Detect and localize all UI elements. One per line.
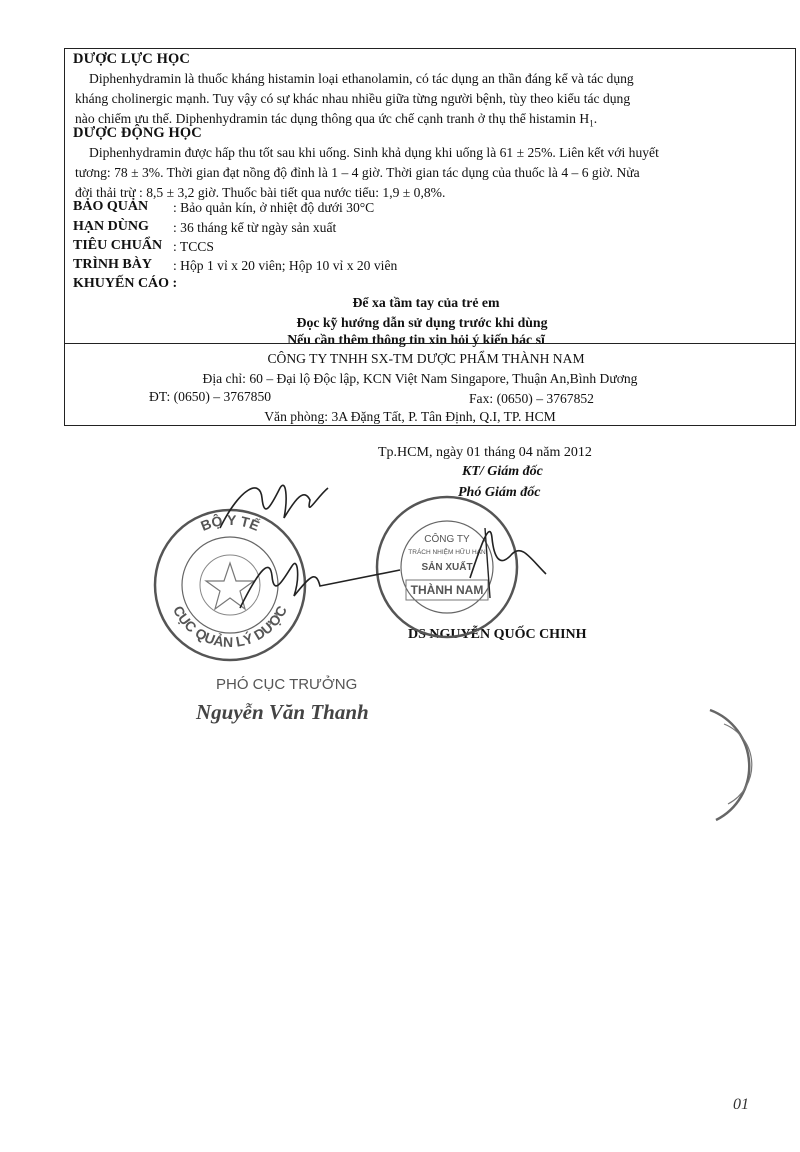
pharmacodynamics-line-3: nào chiếm ưu thế. Diphenhydramin tác dụng thông qua ức chế cạnh tranh ở thụ thể histamin $H_1$. (75, 111, 598, 129)
standard-value: : TCCS (173, 239, 214, 254)
company-seal-line-2: TRÁCH NHIỆM HỮU HẠN (408, 549, 486, 556)
company-seal-center-text: CÔNG TY (424, 534, 470, 545)
storage-value: : Bảo quản kín, ở nhiệt độ dưới 30°C (173, 200, 375, 215)
partial-seal-stamp (690, 700, 800, 830)
pharmacokinetics-line-2: tương: 78 ± 3%. Thời gian đạt nồng độ đỉnh là 1 – 4 giờ. Thời gian tác dụng của thuốc là 4 – 6 giờ. Nửa (75, 165, 640, 180)
expiry-value: : 36 tháng kể từ ngày sản xuất (173, 220, 337, 235)
deputy-director-title: Phó Giám đốc (458, 485, 541, 500)
signer-name: DS NGUYỄN QUỐC CHINH (408, 627, 587, 642)
warning-line-1: Để xa tầm tay của trẻ em (352, 295, 500, 310)
pharmacodynamics-heading: DƯỢC LỰC HỌC (73, 51, 190, 67)
pharmacokinetics-heading: DƯỢC ĐỘNG HỌC (73, 125, 202, 141)
document-date: Tp.HCM, ngày 01 tháng 04 năm 2012 (378, 445, 592, 460)
page-mark: 01 (733, 1096, 749, 1113)
pharmacodynamics-line-1: Diphenhydramin là thuốc kháng histamin loại ethanolamin, có tác dụng an thần đáng kể và tác dụng (89, 71, 634, 86)
pharmacokinetics-line-3: đời thải trừ : 8,5 ± 3,2 giờ. Thuốc bài tiết qua nước tiểu: 1,9 ± 0,8%. (75, 185, 446, 200)
section-divider (65, 343, 795, 344)
pharmacodynamics-line-2: kháng cholinergic mạnh. Tuy vậy có sự khác nhau nhiều giữa từng người bệnh, tùy theo kiểu tác dụng (75, 91, 631, 106)
approval-name: Nguyễn Văn Thanh (196, 700, 369, 724)
storage-label: BẢO QUẢN (73, 199, 149, 214)
signature-scribbles (200, 458, 560, 618)
company-fax: Fax: (0650) – 3767852 (469, 391, 594, 406)
standard-label: TIÊU CHUẨN (73, 238, 163, 253)
warning-label: KHUYẾN CÁO : (73, 276, 178, 291)
warning-line-3: Nếu cần thêm thông tin xin hỏi ý kiến bác sĩ (287, 332, 545, 347)
warning-line-2: Đọc kỹ hướng dẫn sử dụng trước khi dùng (296, 315, 548, 330)
company-seal-line-4: THÀNH NAM (410, 583, 484, 597)
company-seal-line-3: SẢN XUẤT (421, 562, 473, 573)
ministry-seal-top-text: BỘ Y TẾ (198, 511, 262, 534)
company-name: CÔNG TY TNHH SX-TM DƯỢC PHẨM THÀNH NAM (267, 351, 585, 366)
company-address: Địa chỉ: 60 – Đại lộ Độc lập, KCN Việt Nam Singapore, Thuận An,Bình Dương (202, 371, 638, 386)
pharmacokinetics-line-1: Diphenhydramin được hấp thu tốt sau khi uống. Sinh khả dụng khi uống là 61 ± 25%. Liên kết với huyết (89, 145, 659, 160)
on-behalf-title: KT/ Giám đốc (462, 464, 543, 479)
company-office: Văn phòng: 3A Đặng Tất, P. Tân Định, Q.I, TP. HCM (264, 409, 556, 424)
expiry-label: HẠN DÙNG (73, 219, 149, 234)
company-phone: ĐT: (0650) – 3767850 (149, 389, 272, 404)
presentation-value: : Hộp 1 vỉ x 20 viên; Hộp 10 vỉ x 20 viên (173, 258, 398, 273)
content-box (64, 48, 796, 426)
approval-title: PHÓ CỤC TRƯỞNG (216, 676, 358, 693)
presentation-label: TRÌNH BÀY (73, 257, 152, 272)
ministry-seal-bottom-text: CỤC QUẢN LÝ DƯỢC (170, 603, 290, 651)
